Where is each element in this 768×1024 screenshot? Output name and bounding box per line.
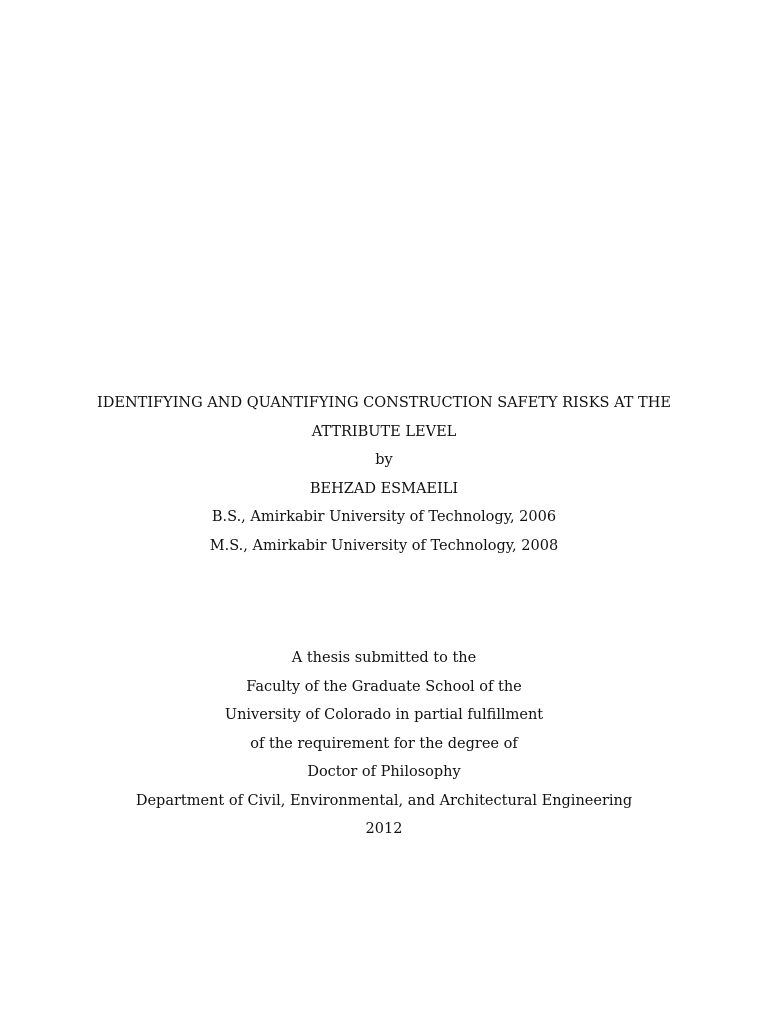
degree-bs: B.S., Amirkabir University of Technology, 2006	[211, 509, 557, 525]
submission-line-4: of the requirement for the degree of	[250, 735, 518, 752]
title-section	[0, 389, 768, 560]
submission-line-3: University of Colorado in partial fulfillment	[224, 707, 544, 723]
degree-name: Doctor of Philosophy	[307, 764, 461, 780]
author-name: BEHZAD ESMAEILI	[309, 480, 459, 497]
by-label: by	[375, 452, 393, 468]
department-name: Department of Civil, Environmental, and Architectural Engineering	[135, 792, 633, 809]
submission-line-2: Faculty of the Graduate School of the	[246, 678, 522, 695]
degree-ms: M.S., Amirkabir University of Technology, 2008	[209, 537, 559, 554]
thesis-title-line-2: ATTRIBUTE LEVEL	[311, 423, 457, 440]
submission-statement	[0, 644, 768, 844]
thesis-title-line-1: IDENTIFYING AND QUANTIFYING CONSTRUCTION SAFETY RISKS AT THE	[97, 395, 671, 411]
submission-year: 2012	[365, 821, 403, 837]
submission-line-1: A thesis submitted to the	[291, 650, 477, 666]
